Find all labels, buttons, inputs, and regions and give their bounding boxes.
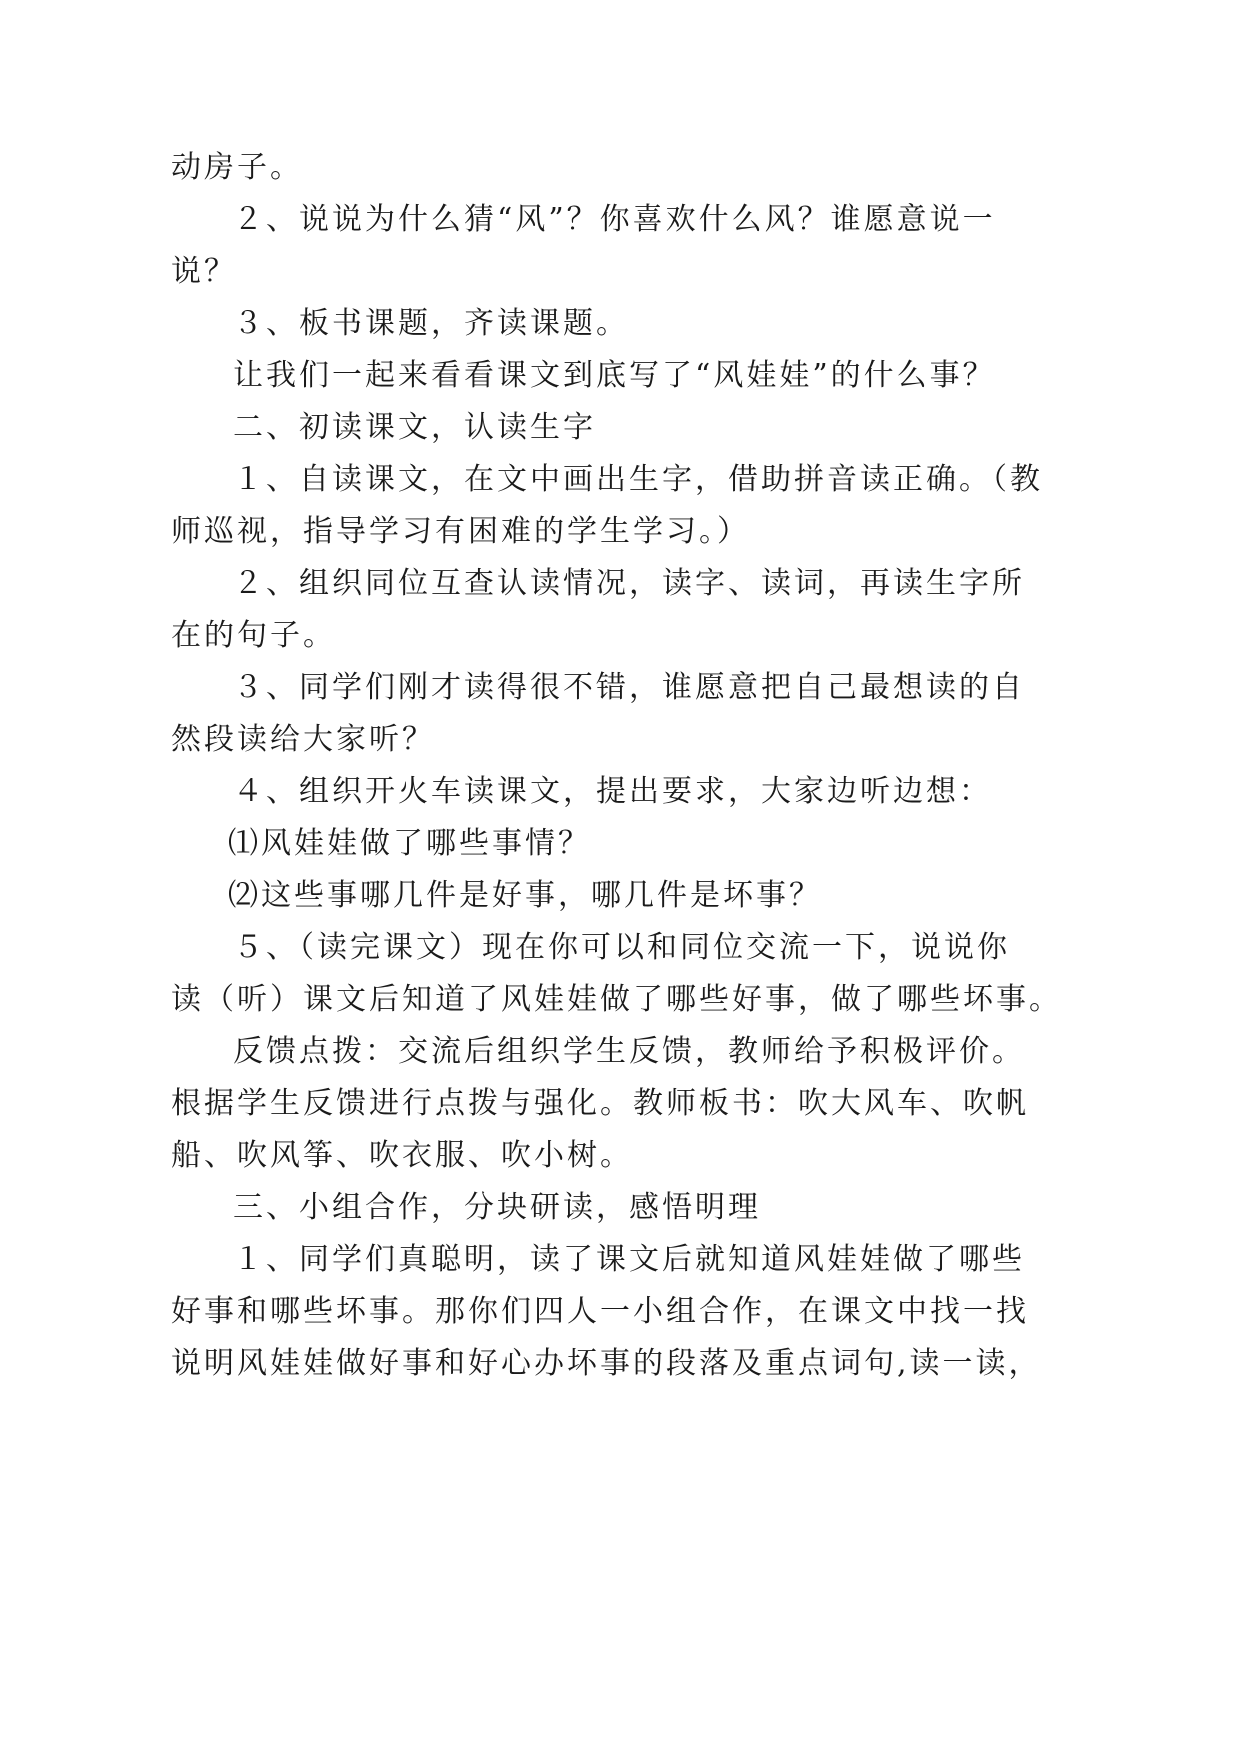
text-line: 说明风娃娃做好事和好心办坏事的段落及重点词句,读一读， [171, 1346, 1042, 1381]
text-line: ⑴风娃娃做了哪些事情？ [228, 826, 591, 861]
text-line: 读（听）课文后知道了风娃娃做了哪些好事，做了哪些坏事。 [171, 982, 1062, 1017]
text-line: １、同学们真聪明，读了课文后就知道风娃娃做了哪些 [233, 1242, 1025, 1277]
section-heading: 三、小组合作，分块研读，感悟明理 [233, 1190, 761, 1225]
text-line: 然段读给大家听？ [171, 722, 435, 757]
text-line: ２、说说为什么猜“风”？你喜欢什么风？谁愿意说一 [233, 202, 996, 237]
text-line: ２、组织同位互查认读情况，读字、读词，再读生字所 [233, 566, 1025, 601]
text-line: ３、同学们刚才读得很不错，谁愿意把自己最想读的自 [233, 670, 1025, 705]
text-line: 船、吹风筝、吹衣服、吹小树。 [171, 1138, 633, 1173]
text-line: ５、（读完课文）现在你可以和同位交流一下，说说你 [233, 930, 1010, 965]
text-line: 动房子。 [171, 150, 303, 185]
text-line: ⑵这些事哪几件是好事，哪几件是坏事？ [228, 878, 822, 913]
text-line: １、自读课文，在文中画出生字，借助拼音读正确。（教 [233, 462, 1043, 497]
text-line: 在的句子。 [171, 618, 336, 653]
text-line: 好事和哪些坏事。那你们四人一小组合作，在课文中找一找 [171, 1294, 1029, 1329]
section-heading: 二、初读课文，认读生字 [233, 410, 596, 445]
text-line: 根据学生反馈进行点拨与强化。教师板书：吹大风车、吹帆 [171, 1086, 1029, 1121]
text-line: ３、板书课题，齐读课题。 [233, 306, 629, 341]
text-line: 反馈点拨：交流后组织学生反馈，教师给予积极评价。 [233, 1034, 1025, 1069]
text-line: 让我们一起来看看课文到底写了“风娃娃”的什么事？ [233, 358, 996, 393]
text-line: 师巡视，指导学习有困难的学生学习。） [171, 514, 750, 549]
text-line: ４、组织开火车读课文，提出要求，大家边听边想： [233, 774, 992, 809]
text-line: 说？ [171, 254, 237, 289]
